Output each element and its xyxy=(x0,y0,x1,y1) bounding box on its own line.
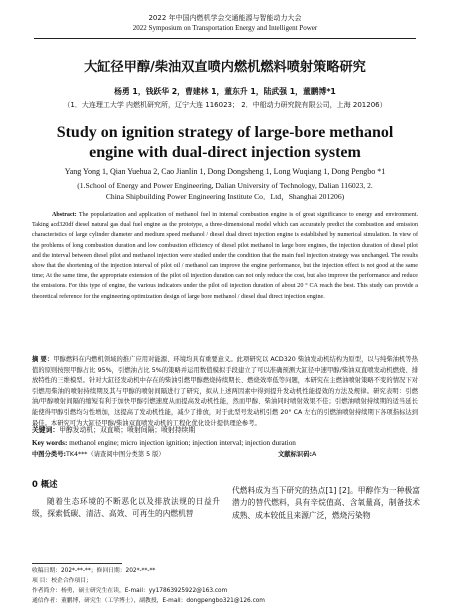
abstract-en xyxy=(32,210,418,302)
body-paragraph-left: 随着生态环境的不断恶化以及排放法规的日益升级，探索低碳、清洁、高效、可再生的内燃机替 xyxy=(32,497,220,519)
footnote-received: 收稿日期：202*-**-**；修回日期：202*-**-** xyxy=(32,568,156,574)
body-column-left xyxy=(32,478,220,521)
affiliation-cn: （1．大连理工大学 内燃机研究所，辽宁大连 116023； 2．中船动力研究院有限公司，上海 201206） xyxy=(63,101,387,109)
keywords-en xyxy=(32,438,418,448)
title-cn: 大缸径甲醇/柴油双直喷内燃机燃料喷射策略研究 xyxy=(84,60,366,75)
footnote-rule xyxy=(32,563,122,564)
body-paragraph-right: 代燃料成为当下研究的热点[1] [2]。甲醇作为一种极富潜力的替代燃料，具有辛烷值高、含氧量高，制备技术成熟、成本较低且来源广泛，燃烧污染物 xyxy=(232,486,420,520)
affiliation-en-line2: China Shipbuilding Power Engineering Institute Co．Ltd，Shanghai 201206) xyxy=(105,192,345,201)
footnote-corresponding: 通信作者：董鹏博，研究生（工学博士），副教授，E-mail：dongpengbo321@126.com xyxy=(32,598,265,604)
abstract-cn-label: 摘 要： xyxy=(32,356,54,363)
document-code xyxy=(278,450,316,460)
body-column-right xyxy=(232,485,420,522)
abstract-en-label: Abstract: xyxy=(52,212,77,218)
keywords-en-label: Key words: xyxy=(32,439,68,447)
affiliation-en-line1: (1.School of Energy and Power Engineering, Dalian University of Technology, Dalian 116023, 2. xyxy=(77,181,373,190)
keywords-en-text: methanol engine; micro injection ignition; injection interval; injection duration xyxy=(69,439,296,447)
keywords-cn-label: 关键词： xyxy=(32,426,60,434)
section-heading: 0 概述 xyxy=(32,479,58,489)
authors-cn: 杨勇 1，钱跃华 2，曹建林 1，董东升 1，陆武强 1，董鹏博*1 xyxy=(114,87,336,96)
document-code-label: 文献标识码: xyxy=(278,451,313,458)
clc-number xyxy=(32,450,165,460)
footnote-author: 作者简介：杨勇，硕士研究生在读，E-mail：yy17863925922@163.com xyxy=(32,588,228,594)
header-rule xyxy=(34,38,416,39)
footnotes xyxy=(32,566,422,606)
title-en: Study on ignition strategy of large-bore methanol engine with dual-direct injection system xyxy=(56,124,394,161)
running-head-cn: 2022 年中国内燃机学会交通能源与智能动力大会 xyxy=(148,14,302,22)
footnote-project: 项 目：校企合作项目； xyxy=(32,578,92,584)
keywords-cn-text: 甲醇发动机；双直喷；喷射间隔；喷射持续期 xyxy=(59,426,196,434)
clc-value: TK4***（请查阅中图分类第 5 版） xyxy=(66,451,165,458)
keywords-cn xyxy=(32,425,418,435)
abstract-cn-text: 甲醇燃料在内燃机领域的推广应用对能源、环境均具有重要意义。此项研究以 ACD320 柴油发动机结构为原型，以与纯柴油机等热值的原则按照甲醇占比 95%，引燃油占比 5%的策略并运用数值模拟手段建立了可以准确预测大缸径中速甲醇/柴油双直喷发动机燃烧、排放特性的三维模型。针对大缸径发动机中存在的柴油引燃甲醇燃烧持续期长、燃烧效率低等问题，本研究在主燃油喷射策略不变的情况下对引燃用柴油的喷射持续期及其与甲醇的喷射间隔进行了研究，拟从上述两因素中得到提升发动机性能提效的方法及规律。研究表明：引燃油/甲醇喷射间隔的缩短有利于加快甲醇引燃速度从而提高发动机性能，然而甲醇、柴油同时喷射效果不佳；引燃油喷射持续期的适当延长能使得甲醇引燃均匀性增加，这提高了发动机性能，减少了排放，对于此型号发动机引燃 20° CA 左右的引燃油喷射持续期下各项指标达到最佳。本研究可为大缸径甲醇/柴油双直喷发动机的工程化优化设计提供理论参考。 xyxy=(32,356,418,427)
document-code-value: A xyxy=(312,451,317,458)
authors-en: Yang Yong 1, Qian Yuehua 2, Cao Jianlin 1, Dong Dongsheng 1, Long Wuqiang 1, Dong Pengbo *1 xyxy=(64,167,386,176)
clc-label: 中图分类号: xyxy=(32,451,67,458)
affiliation-en xyxy=(40,180,410,202)
abstract-en-text: The popularization and application of methanol fuel in internal combustion engine is of great significance to energy and environment. Taking acd320df diesel natural gas dual fuel engine as the prototype, a three-dimensional model which can accurately predict the combustion and emission characteristics of large cylinder diameter and medium speed methanol / diesel dual direct injection engine is established by numerical simulation. In view of the problems of long combustion duration and low combustion efficiency of diesel pilot methanol in large bore engines, the injection duration of diesel pilot and the interval between diesel pilot and methanol injection were studied under the condition that the main fuel injection strategy was unchanged. The results show that the shortening of the injection interval of pilot oil / methanol can improve the engine performance, but the injection effect is not good at the same time; At the same time, the appropriate extension of the pilot oil injection duration can not only reduce the cost, but also improve the performance and reduce the emissions. For this type of engine, the various indicators under the pilot oil injection duration of about 20 ° CA reach the best. This study can provide a theoretical reference for the engineering optimization design of large bore methanol / diesel dual direct injection engine. xyxy=(32,212,419,300)
running-head-en: 2022 Symposium on Transportation Energy and Intelligent Power xyxy=(132,24,318,32)
abstract-cn xyxy=(32,355,418,429)
